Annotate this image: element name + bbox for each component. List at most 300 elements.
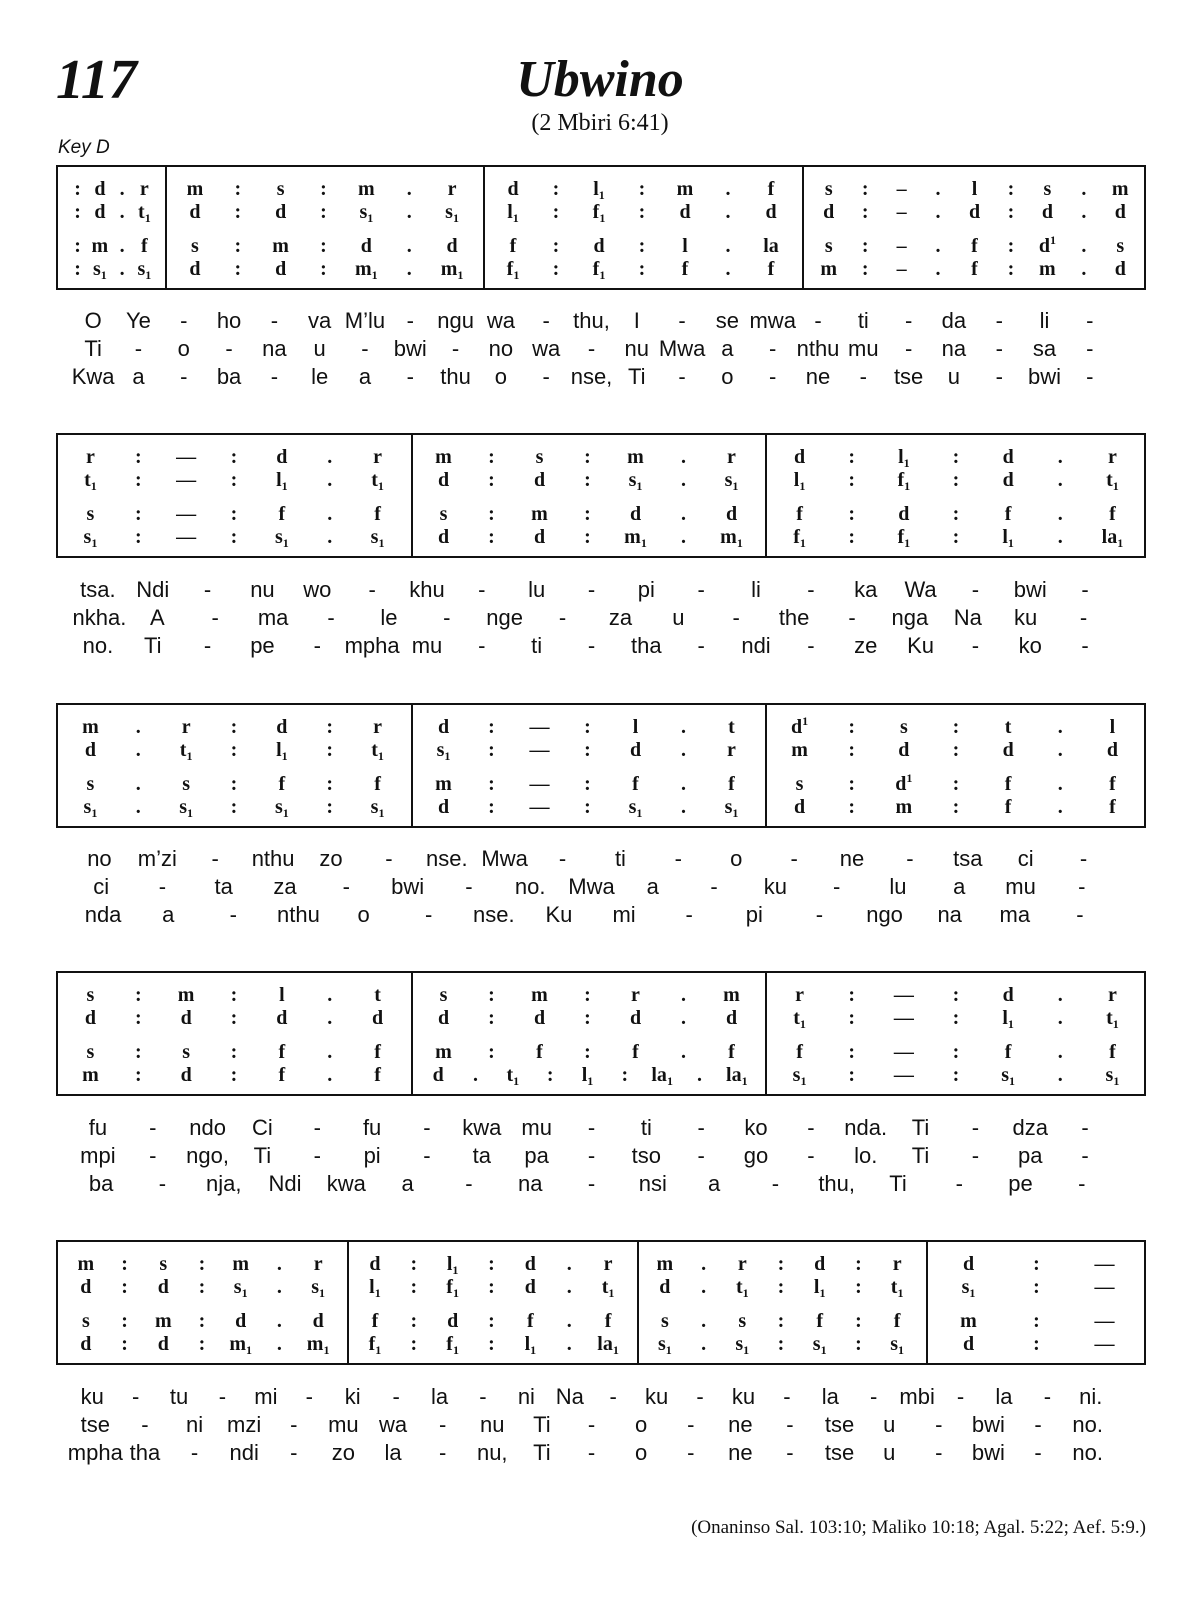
lyric-syllable: tse: [80, 1412, 110, 1437]
lyric-syllable: mi: [612, 902, 636, 927]
lyric-syllable: tha: [631, 633, 662, 658]
lyric-syllable: ne: [728, 1440, 753, 1465]
half-beat-dot: .: [327, 469, 333, 491]
lyric-syllable: bwi: [393, 336, 427, 361]
syllable-hyphen: -: [955, 1171, 963, 1196]
lyric-syllable: wa: [486, 308, 515, 333]
lyric-syllable: mpi: [80, 1143, 116, 1168]
lyric-syllable: ku: [1014, 605, 1038, 630]
lyric-syllable: ngo: [866, 902, 903, 927]
solfa-note: d: [1041, 201, 1053, 223]
beat-separator: :: [234, 201, 242, 223]
lyric-syllable: nu,: [476, 1440, 508, 1465]
solfa-note: $m_1$: [355, 258, 378, 282]
syllable-hyphen: -: [790, 846, 798, 871]
lyric-syllable: ku: [763, 874, 787, 899]
lyric-syllable: mzi: [227, 1412, 262, 1437]
half-beat-dot: .: [725, 235, 731, 257]
beat-separator: :: [230, 446, 238, 468]
beat-separator: :: [134, 526, 142, 548]
lyric-syllable: ci: [1017, 846, 1034, 871]
half-beat-dot: .: [406, 258, 412, 280]
syllable-hyphen: -: [1081, 1115, 1089, 1140]
half-beat-dot: .: [1057, 984, 1063, 1006]
beat-separator: :: [855, 1276, 862, 1298]
solfa-note: —: [1094, 1333, 1115, 1355]
beat-separator: :: [848, 773, 856, 795]
beat-separator: :: [488, 984, 495, 1006]
solfa-note: d: [629, 739, 642, 761]
syllable-hyphen: -: [313, 1115, 321, 1140]
beat-separator: :: [952, 1064, 960, 1086]
lyric-syllable: Mwa: [481, 846, 528, 871]
solfa-note: s: [535, 446, 544, 468]
beat-separator: :: [861, 201, 869, 223]
lyric-syllable: ba: [216, 364, 242, 389]
lyric-syllable: tso: [631, 1143, 662, 1168]
syllable-hyphen: -: [211, 605, 219, 630]
half-beat-dot: .: [935, 258, 941, 280]
lyric-syllable: mpha: [67, 1440, 123, 1465]
solfa-note: $l_1$: [446, 1253, 459, 1277]
syllable-hyphen: -: [180, 308, 188, 333]
syllable-hyphen: -: [1086, 364, 1094, 389]
solfa-note: d: [1002, 739, 1014, 761]
half-beat-dot: .: [135, 773, 141, 795]
lyric-syllable: ka: [854, 577, 878, 602]
syllable-hyphen: -: [149, 1115, 157, 1140]
solfa-note: t: [374, 984, 381, 1006]
lyric-syllable: a: [401, 1171, 414, 1196]
solfa-note: d: [437, 716, 450, 738]
solfa-note: r: [631, 984, 640, 1006]
lyric-syllable: kwa: [462, 1115, 502, 1140]
beat-separator: :: [584, 503, 591, 525]
solfa-note: —: [176, 503, 197, 525]
lyric-syllable: thu: [440, 364, 471, 389]
lyric-syllable: Ti: [628, 364, 646, 389]
lyric-syllable: no.: [514, 874, 546, 899]
syllable-hyphen: -: [134, 336, 143, 361]
solfa-note: d: [962, 1253, 975, 1275]
lyric-syllable: thu,: [573, 308, 610, 333]
solfa-note: $s_1$: [657, 1333, 672, 1357]
solfa-note: d: [629, 1007, 642, 1029]
solfa-note: $s_1$: [274, 796, 289, 820]
solfa-note: s: [86, 503, 95, 525]
syllable-hyphen: -: [218, 1384, 227, 1409]
lyric-syllable: I: [633, 308, 640, 333]
lyric-syllable: Ti: [533, 1412, 551, 1437]
lyric-syllable: Mwa: [658, 336, 706, 361]
solfa-note: $t_1$: [793, 1007, 806, 1031]
syllable-hyphen: -: [1079, 605, 1088, 630]
lyric-syllable: a: [953, 874, 966, 899]
beat-separator: :: [134, 446, 142, 468]
lyric-syllable: the: [778, 605, 810, 630]
solfa-note: s: [660, 1310, 669, 1332]
solfa-note: $f_1$: [592, 258, 606, 282]
solfa-note: d: [437, 796, 450, 818]
solfa-note: s: [159, 1253, 168, 1275]
lyric-syllable: tsa.: [80, 577, 116, 602]
half-beat-dot: .: [681, 526, 686, 548]
beat-separator: :: [134, 1007, 142, 1029]
beat-separator: :: [621, 1064, 629, 1086]
solfa-note: d: [276, 446, 288, 468]
voice-part: [58, 234, 1144, 258]
lyric-syllable: nja,: [205, 1171, 242, 1196]
beat-separator: :: [134, 984, 142, 1006]
lyric-syllable: o: [634, 1412, 648, 1437]
syllable-hyphen: -: [696, 1384, 704, 1409]
solfa-note: d: [765, 201, 777, 223]
lyric-syllable: le: [311, 364, 329, 389]
solfa-note: f: [278, 773, 286, 795]
lyric-syllable: a: [358, 364, 372, 389]
solfa-note: r: [1107, 984, 1117, 1006]
solfa-note: $s_1$: [812, 1333, 827, 1357]
half-beat-dot: .: [327, 984, 333, 1006]
solfa-note: f: [527, 1310, 534, 1332]
syllable-hyphen: -: [542, 364, 550, 389]
lyric-syllable: go: [743, 1143, 769, 1168]
solfa-note: $m_1$: [440, 258, 464, 282]
solfa-note: f: [141, 235, 148, 257]
lyric-syllable: ho: [216, 308, 242, 333]
solfa-note: $l_1$: [593, 178, 605, 202]
solfa-note: d: [507, 178, 519, 200]
solfa-note: $s_1$: [724, 469, 739, 493]
syllable-hyphen: -: [180, 364, 188, 389]
solfa-note: $s_1$: [724, 796, 739, 820]
lyric-syllable: pe: [250, 633, 275, 658]
syllable-hyphen: -: [697, 633, 705, 658]
solfa-note: r: [727, 446, 736, 468]
score-system: [56, 703, 1146, 828]
half-beat-dot: .: [119, 235, 125, 257]
half-beat-dot: .: [327, 526, 333, 548]
solfa-note: m: [77, 1253, 95, 1275]
solfa-note: f: [1004, 503, 1012, 525]
lyric-syllable: pi: [363, 1143, 381, 1168]
solfa-note: m: [676, 178, 694, 200]
lyric-verse-2: [0, 334, 1200, 364]
voice-part: [58, 1006, 1144, 1030]
solfa-note: m: [435, 446, 452, 468]
lyric-syllable: Mwa: [568, 874, 615, 899]
solfa-note: —: [529, 773, 550, 795]
syllable-hyphen: -: [229, 902, 237, 927]
syllable-hyphen: -: [385, 846, 393, 871]
lyric-syllable: ti: [531, 633, 543, 658]
solfa-note: l: [971, 178, 978, 200]
solfa-note: $l_1$: [1002, 1007, 1014, 1031]
solfa-note: s: [182, 773, 191, 795]
half-beat-dot: .: [406, 178, 412, 200]
lyric-syllable: u: [672, 605, 685, 630]
solfa-note: –: [896, 178, 907, 200]
lyric-syllable: Na: [953, 605, 982, 630]
lyric-syllable: Ti: [84, 336, 102, 361]
solfa-note: d: [814, 1253, 826, 1275]
lyric-syllable: khu: [409, 577, 445, 602]
beat-separator: :: [848, 796, 856, 818]
solfa-note: $s_1$: [735, 1333, 750, 1357]
beat-separator: :: [410, 1310, 418, 1332]
solfa-note: r: [313, 1253, 323, 1275]
half-beat-dot: .: [1057, 716, 1063, 738]
solfa-note: r: [737, 1253, 747, 1275]
lyric-syllable: no: [488, 336, 514, 361]
lyric-syllable: dza: [1012, 1115, 1048, 1140]
lyric-syllable: ti: [857, 308, 869, 333]
solfa-note: —: [893, 1007, 914, 1029]
lyric-syllable: zo: [319, 846, 343, 871]
voice-part: [58, 795, 1144, 819]
solfa-note: —: [529, 796, 550, 818]
lyric-syllable: nse,: [570, 364, 613, 389]
beat-separator: :: [855, 1253, 862, 1275]
solfa-note: f: [371, 1310, 379, 1332]
solfa-note: d: [275, 201, 287, 223]
beat-separator: :: [1033, 1253, 1040, 1275]
half-beat-dot: .: [1057, 739, 1063, 761]
beat-separator: :: [638, 178, 646, 200]
half-beat-dot: .: [566, 1333, 572, 1355]
solfa-note: —: [1094, 1310, 1115, 1332]
lyric-syllable: O: [84, 308, 102, 333]
solfa-note: $m_1$: [306, 1333, 330, 1357]
lyric-syllable: Ku: [907, 633, 935, 658]
voice-part: [58, 445, 1144, 469]
beat-separator: :: [230, 1041, 238, 1063]
half-beat-dot: .: [725, 258, 731, 280]
lyric-syllable: Ndi: [136, 577, 170, 602]
syllable-hyphen: -: [141, 1412, 149, 1437]
lyric-syllable: ne: [728, 1412, 753, 1437]
solfa-note: d: [794, 796, 806, 818]
half-beat-dot: .: [327, 1064, 333, 1086]
lyric-syllable: no.: [1072, 1412, 1103, 1437]
lyric-syllable: nda.: [844, 1115, 888, 1140]
solfa-note: m: [895, 796, 913, 818]
lyric-syllable: nse.: [473, 902, 515, 927]
lyric-syllable: mu: [411, 633, 443, 658]
half-beat-dot: .: [406, 235, 412, 257]
solfa-note: m: [791, 739, 808, 761]
half-beat-dot: .: [697, 1064, 702, 1086]
solfa-note: s: [81, 1310, 90, 1332]
lyric-syllable: ngu: [437, 308, 474, 333]
beat-separator: :: [488, 773, 495, 795]
solfa-note: f: [278, 503, 286, 525]
half-beat-dot: .: [681, 984, 686, 1006]
lyric-syllable: Ti: [253, 1143, 272, 1168]
solfa-note: f: [1004, 1041, 1012, 1063]
lyric-syllable: la: [821, 1384, 839, 1409]
solfa-note: $t_1$: [601, 1276, 615, 1300]
solfa-note: $t_1$: [371, 739, 384, 763]
syllable-hyphen: -: [327, 605, 335, 630]
lyric-syllable: bwi: [971, 1440, 1005, 1465]
half-beat-dot: .: [327, 446, 333, 468]
solfa-note: $s_1$: [83, 796, 98, 820]
beat-separator: :: [1033, 1333, 1040, 1355]
half-beat-dot: .: [1081, 235, 1087, 257]
beat-separator: :: [546, 1064, 554, 1086]
syllable-hyphen: -: [392, 1384, 400, 1409]
beat-separator: :: [952, 739, 960, 761]
beat-separator: :: [638, 258, 646, 280]
beat-separator: :: [584, 526, 591, 548]
beat-separator: :: [230, 469, 238, 491]
beat-separator: :: [74, 178, 81, 200]
solfa-note: r: [727, 739, 736, 761]
syllable-hyphen: -: [361, 336, 369, 361]
voice-part: [58, 715, 1144, 739]
hymn-number: 117: [56, 49, 137, 111]
solfa-note: $f_1$: [793, 526, 806, 550]
half-beat-dot: .: [119, 178, 125, 200]
voice-part: [58, 525, 1144, 549]
solfa-note: f: [632, 1041, 639, 1063]
syllable-hyphen: -: [1081, 577, 1089, 602]
solfa-note: $s_1$: [628, 796, 643, 820]
half-beat-dot: .: [1057, 1007, 1063, 1029]
voice-part: [58, 468, 1144, 492]
beat-separator: :: [230, 773, 238, 795]
solfa-note: s: [899, 716, 908, 738]
beat-separator: :: [848, 716, 856, 738]
solfa-note: m: [1111, 178, 1129, 200]
beat-separator: :: [1033, 1276, 1040, 1298]
lyric-syllable: nge: [486, 605, 524, 630]
lyric-syllable: nkha.: [72, 605, 127, 630]
syllable-hyphen: -: [1081, 1143, 1089, 1168]
lyric-syllable: mi: [254, 1384, 278, 1409]
solfa-note: $l_1$: [369, 1276, 381, 1300]
solfa-note: r: [795, 984, 805, 1006]
solfa-note: m: [820, 258, 838, 280]
lyric-syllable: na: [262, 336, 287, 361]
beat-separator: :: [861, 178, 869, 200]
lyric-syllable: o: [730, 846, 743, 871]
lyric-syllable: ba: [88, 1171, 114, 1196]
solfa-note: d: [679, 201, 691, 223]
solfa-note: m: [154, 1310, 172, 1332]
solfa-note: —: [529, 716, 550, 738]
lyric-syllable: u: [883, 1440, 896, 1465]
syllable-hyphen: -: [859, 364, 867, 389]
lyric-syllable: Ti: [911, 1115, 930, 1140]
solfa-note: d: [1114, 201, 1126, 223]
lyric-syllable: le: [380, 605, 398, 630]
solfa-note: –: [896, 258, 907, 280]
syllable-hyphen: -: [995, 308, 1003, 333]
lyric-syllable: no: [87, 846, 112, 871]
score-system: [56, 165, 1146, 290]
lyric-syllable: ti: [640, 1115, 652, 1140]
beat-separator: :: [74, 258, 81, 280]
syllable-hyphen: -: [697, 577, 705, 602]
beat-separator: :: [777, 1253, 785, 1275]
half-beat-dot: .: [1057, 1064, 1063, 1086]
lyric-syllable: ndi: [741, 633, 771, 658]
beat-separator: :: [198, 1276, 206, 1298]
solfa-note: $t_1$: [1106, 469, 1119, 493]
solfa-note: r: [1107, 446, 1117, 468]
key-signature: Key D: [58, 137, 110, 158]
syllable-hyphen: -: [423, 1115, 431, 1140]
syllable-hyphen: -: [995, 364, 1003, 389]
half-beat-dot: .: [935, 201, 941, 223]
solfa-note: s: [1043, 178, 1052, 200]
solfa-note: m: [960, 1310, 977, 1332]
lyric-syllable: ci: [93, 874, 110, 899]
solfa-note: d: [1106, 739, 1118, 761]
half-beat-dot: .: [1057, 773, 1063, 795]
solfa-note: f: [1109, 796, 1116, 818]
solfa-note: $s_1$: [311, 1276, 326, 1300]
solfa-note: —: [893, 1041, 914, 1063]
lyric-syllable: ma: [257, 605, 289, 630]
solfa-note: r: [447, 178, 457, 200]
beat-separator: :: [952, 796, 960, 818]
beat-separator: :: [584, 1041, 591, 1063]
lyric-syllable: tse: [893, 364, 924, 389]
beat-separator: :: [1033, 1310, 1040, 1332]
solfa-note: $s_1$: [274, 526, 289, 550]
lyric-syllable: nthu: [277, 902, 320, 927]
beat-separator: :: [320, 178, 327, 200]
syllable-hyphen: -: [870, 1384, 878, 1409]
half-beat-dot: .: [681, 739, 686, 761]
solfa-note: d: [84, 1007, 96, 1029]
solfa-note: r: [373, 716, 383, 738]
beat-separator: :: [230, 739, 238, 761]
syllable-hyphen: -: [1034, 1412, 1042, 1437]
solfa-note: f: [796, 1041, 803, 1063]
syllable-hyphen: -: [687, 1412, 695, 1437]
solfa-note: $l_1$: [898, 446, 910, 470]
syllable-hyphen: -: [438, 1412, 447, 1437]
syllable-hyphen: -: [807, 1115, 815, 1140]
lyric-syllable: ko: [744, 1115, 768, 1140]
beat-separator: :: [326, 716, 334, 738]
beat-separator: :: [326, 739, 334, 761]
lyric-syllable: lu: [889, 874, 907, 899]
syllable-hyphen: -: [786, 1412, 794, 1437]
lyric-syllable: na: [937, 902, 962, 927]
beat-separator: :: [584, 716, 591, 738]
half-beat-dot: .: [566, 1310, 572, 1332]
solfa-note: d: [794, 446, 806, 468]
solfa-note: $t_1$: [179, 739, 193, 763]
solfa-note: $t_1$: [890, 1276, 904, 1300]
lyric-syllable: ni.: [1079, 1384, 1103, 1409]
half-beat-dot: .: [701, 1333, 707, 1355]
lyric-syllable: tse: [824, 1412, 855, 1437]
syllable-hyphen: -: [786, 1440, 794, 1465]
beat-separator: :: [230, 1064, 238, 1086]
syllable-hyphen: -: [158, 874, 167, 899]
syllable-hyphen: -: [678, 308, 686, 333]
solfa-note: f: [374, 773, 381, 795]
solfa-note: f: [278, 1041, 286, 1063]
syllable-hyphen: -: [558, 846, 567, 871]
solfa-note: $la_1$: [651, 1064, 673, 1088]
